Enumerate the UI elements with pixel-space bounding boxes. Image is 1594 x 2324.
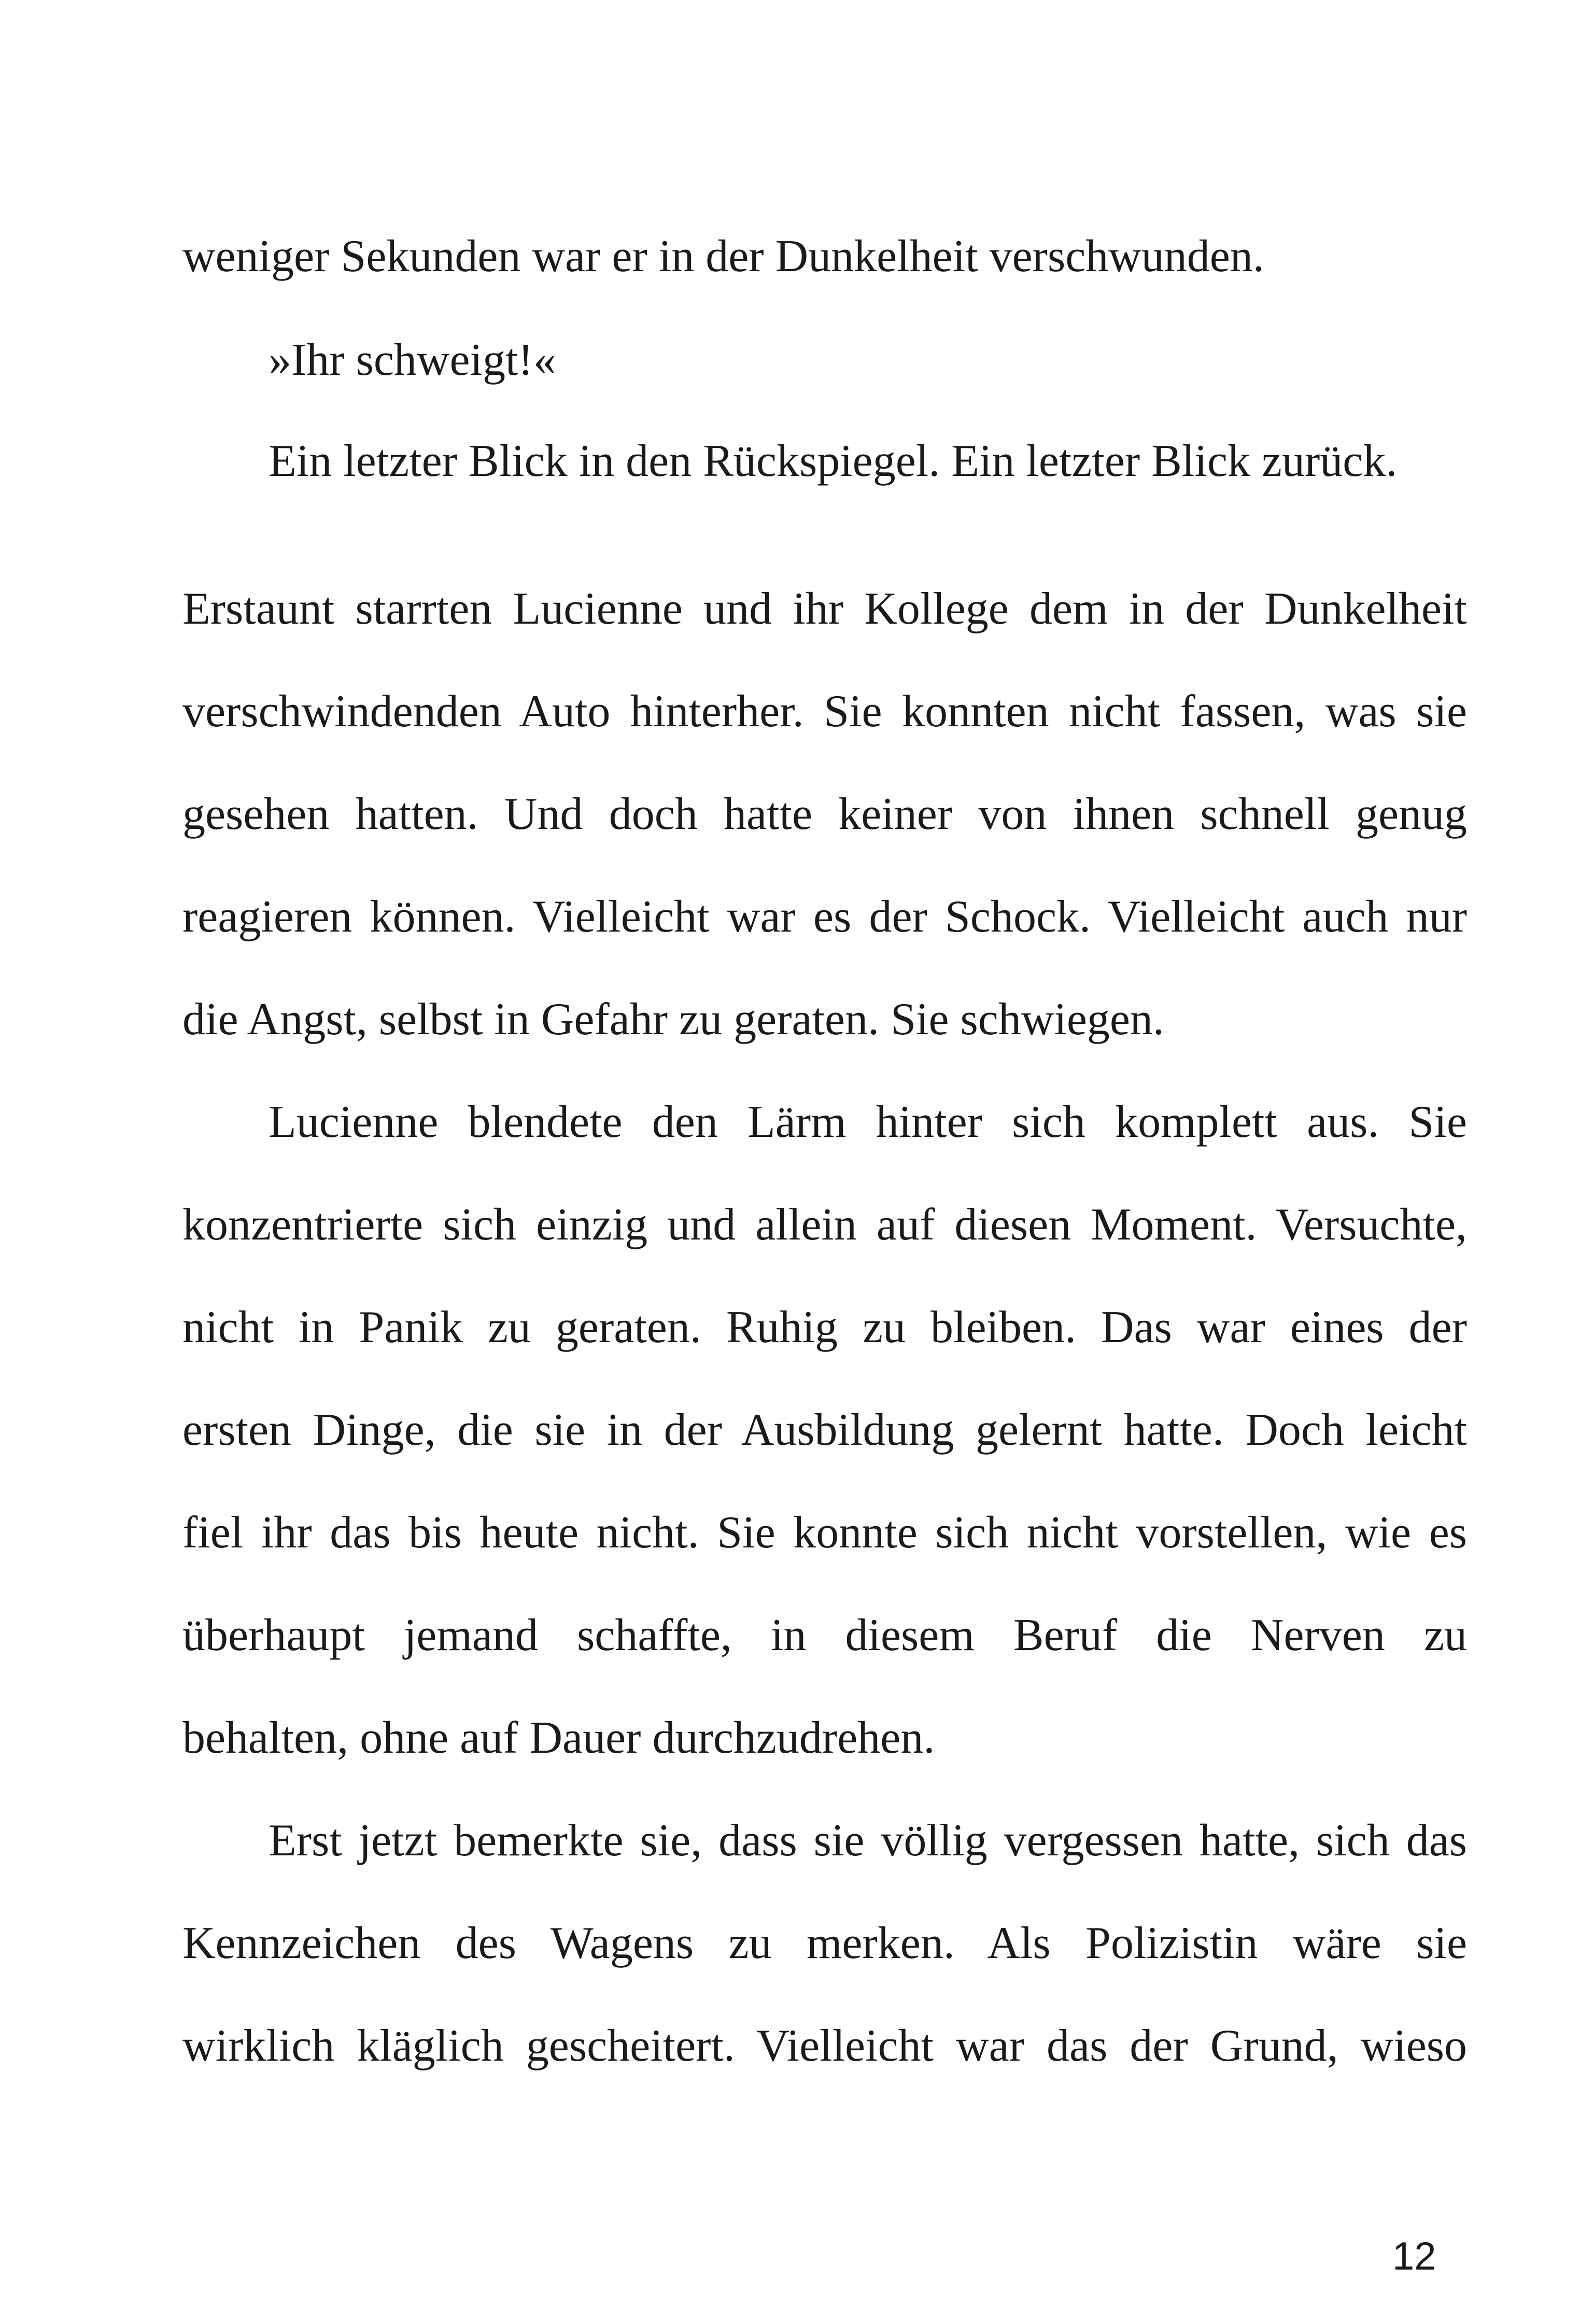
text-line: nicht in Panik zu geraten. Ruhig zu bleiben. Das war eines der — [182, 1302, 1467, 1353]
text-line: konzentrierte sich einzig und allein auf diesen Moment. Versuchte, — [182, 1200, 1467, 1250]
text-line: Lucienne blendete den Lärm hinter sich komplett aus. Sie — [269, 1097, 1467, 1147]
text-line: Kennzeichen des Wagens zu merken. Als Polizistin wäre sie — [182, 1918, 1467, 1968]
text-line: weniger Sekunden war er in der Dunkelheit verschwunden. — [182, 231, 1264, 281]
text-line: Ein letzter Blick in den Rückspiegel. Ein letzter Blick zurück. — [269, 436, 1398, 486]
text-line: reagieren können. Vielleicht war es der Schock. Vielleicht auch nur — [182, 892, 1467, 942]
page-number: 12 — [1392, 2234, 1436, 2278]
text-line: überhaupt jemand schaffte, in diesem Beruf die Nerven zu — [182, 1610, 1467, 1660]
text-line: die Angst, selbst in Gefahr zu geraten. Sie schwiegen. — [182, 994, 1164, 1045]
text-line: behalten, ohne auf Dauer durchzudrehen. — [182, 1713, 935, 1763]
text-line: fiel ihr das bis heute nicht. Sie konnte sich nicht vorstellen, wie es — [182, 1508, 1467, 1558]
text-line: Erstaunt starrten Lucienne und ihr Kollege dem in der Dunkelheit — [182, 584, 1467, 634]
text-line: Erst jetzt bemerkte sie, dass sie völlig vergessen hatte, sich das — [269, 1815, 1467, 1866]
text-line: verschwindenden Auto hinterher. Sie konnten nicht fassen, was sie — [182, 686, 1467, 737]
text-line: ersten Dinge, die sie in der Ausbildung gelernt hatte. Doch leicht — [182, 1405, 1467, 1455]
text-line: gesehen hatten. Und doch hatte keiner von ihnen schnell genug — [182, 789, 1467, 839]
text-line: »Ihr schweigt!« — [269, 335, 556, 385]
text-line: wirklich kläglich gescheitert. Vielleicht war das der Grund, wieso — [182, 2021, 1467, 2071]
